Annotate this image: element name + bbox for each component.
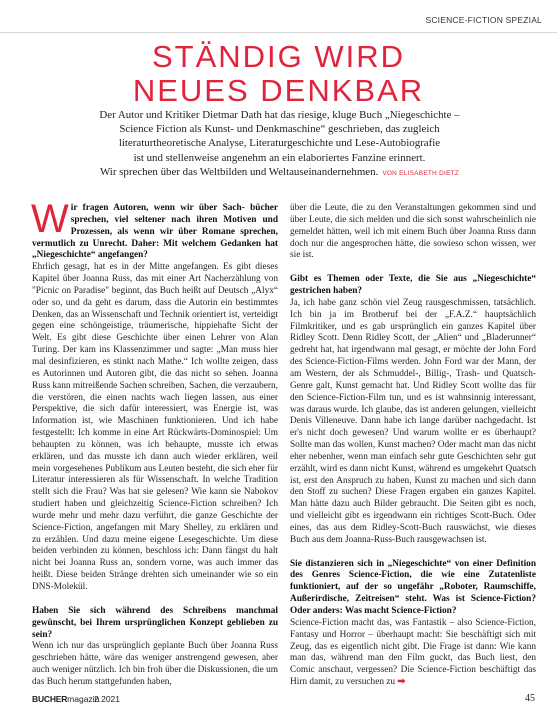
intro-line: Science Fiction als Kunst- und Denkmaschine“ geschrieben, das zugleich (119, 123, 440, 136)
question-4: Sie distanzieren sich in „Niegeschichte“ von einer Definition des Genres Science-Fiction, die wie eine Zutatenliste funktioniert, auf der so ungefähr „Roboter, Raumschiffe, Außerirdische, Zeitreisen“ steht. Was ist Science-Fiction? Oder anders: Was macht Science-Fiction? (290, 558, 536, 616)
intro-line: ist und stellenweise angenehm an ein elaboriertes Fanzine erinnert. (133, 151, 426, 164)
brand-bold: BUCHER (32, 694, 68, 704)
answer-2-continued: über die Leute, die zu den Veranstaltungen gekommen sind und über Leute, die sich melden und die sich sonst wahrscheinlich nie gemeldet hätten, weil ich mit einem Buch über Joanna Russ dann doch nur die angesprochen hätte, die sowieso schon wissen, wer sie ist. (290, 203, 536, 261)
question-1: ir fragen Autoren, wenn wir über Sach- bücher sprechen, viel seltener nach ihren Motiven und Prozessen, als wenn wir über Romane sprechen, vermutlich zu Unrecht. Daher: Mit welchem Gedanken hat „Niegeschichte“ angefangen? (32, 203, 278, 261)
intro-line: Der Autor und Kritiker Dietmar Dath hat das riesige, kluge Buch „Niegeschichte – (99, 109, 460, 121)
continue-arrow-icon: ➡ (397, 677, 406, 688)
section-label: SCIENCE-FICTION SPEZIAL (425, 15, 542, 25)
author-byline: VON ELISABETH DIETZ (382, 169, 460, 177)
answer-1: Ehrlich gesagt, hat es in der Mitte angefangen. Es gibt dieses Kapitel über Joanna Russ, das mit einer Art Nacherzählung von "Picnic on Paradise" beginnt, das Buch heißt auf Deutsch „Alyx“ oder so, und da geht es darum, dass die Autorin ein bestimmtes Denken, das an Wissenschaft und Technik orientiert ist, verteidigt gegen eine schöngeistige, träumerische, hippiehafte Sicht der Welt. Es gibt diese Geschichte über einen Lehrer von Alan Turing. Der kam ins Klassenzimmer und sagte: „Man muss hier mal desinfizieren, es stinkt nach Mathe.“ Ich wollte zeigen, dass es Autorinnen und Autoren gibt, die das nicht so sehen. Joanna Russ kann mitreißende Sachen schreiben, Sachen, die verzaubern, die verstören, die einen nachts wach liegen lassen, aus einer Perspektive, die sich dafür interessiert, was Energie ist, was Information ist, wie Maschinen funktionieren. Und ich habe festgestellt: Ich komme in eine Art Rückwärts-Dominospiel: Um behaupten zu können, was ich behaupte, musste ich etwas erklären, und das musste ich dann auch wieder erklären, weil mein vorgesehenes Publikum aus Leuten besteht, die sich eher für Literatur interessieren als für Wissenschaft. In welche Tradition stellt sich die Frau? Was hat sie gelesen? Wie kann sie Nabokov studiert haben und gleichzeitig Science-Fiction schreiben? Ich wurde mehr und mehr dazu verführt, die ganze Geschichte der Science-Fiction, angefangen mit Mary Shelley, zu erklären und zu erzählen. Und dazu meine eigene Lesegeschichte. Um diese beiden verbinden zu können, beschloss ich: Dann fängst du halt nicht bei Joanna Russ an, sondern vorne, was auch immer das heißt. Diese beiden Stränge drehten sich umeinander wie so ein DNS-Molekül. (32, 262, 278, 592)
article-intro (32, 108, 527, 181)
drop-cap: W (31, 197, 69, 241)
question-3: Gibt es Themen oder Texte, die Sie aus „Niegeschichte“ gestrichen haben? (290, 274, 536, 297)
answer-3: Ja, ich habe ganz schön viel Zeug rausgeschmissen, tatsächlich. Ich bin ja im Brotberuf bei der „F.A.Z.“ hauptsächlich Filmkritiker, und es gab ursprünglich ein ganzes Kapitel über Ridley Scott. Denn Ridley Scott, der „Alien“ und „Bladerunner“ gedreht hat, hat irgendwann mal gesagt, er möchte der John Ford des Science-Fiction-Films werden. John Ford war der Mann, der am Western, der als Schmuddel-, Billig-, Trash- und Quatsch-Genre galt, Kunst gemacht hat. Und Ridley Scott wollte das für den Science-Fiction-Film tun, und es ist wahnsinnig interessant, was daraus wurde. Ich glaube, das ist anderen gelungen, vielleicht Denis Villeneuve. Dann habe ich lange darüber nachgedacht. Ist er's nicht doch gewesen? Und warum wollte er es überhaupt? Sollte man das wollen, Kunst machen? Oder macht man das nicht eher nebenher, wenn man einfach sehr gute Geschichten sehr gut erzählt, wird es dann nicht Kunst, während es umgekehrt Quatsch ist, erst den Anspruch zu haben, Kunst zu machen und sich dann den Stoff zu suchen? Diese Fragen ergaben ein ganzes Kapitel. Man hätte dazu auch Bilder gebraucht. Die Seiten gibt es noch, und vielleicht gibt es irgendwann ein richtiges Scott-Buch. Oder eines, das aus dem Ridley-Scott-Buch rauswächst, wie dieses Buch aus dem Joanna-Russ-Buch rausgewachsen ist. (290, 297, 536, 545)
page-footer (32, 694, 535, 708)
issue-number: 2.2021 (94, 694, 120, 704)
answer-2: Wenn ich nur das ursprünglich geplante Buch über Joanna Russ geschrieben hätte, wäre das weniger anstrengend gewesen, aber auch weniger nützlich. Ich bin froh über die Diskussionen, die um das Buch herum stattgefunden haben, (32, 641, 278, 687)
title-line-2: NEUES DENKBAR (132, 73, 425, 108)
page-number: 45 (525, 693, 535, 704)
magazine-brand (32, 694, 99, 704)
intro-line (32, 165, 527, 181)
intro-line: literaturtheoretische Analyse, Literaturgeschichte und Lese-Autobiografie (118, 137, 441, 150)
header-divider (0, 32, 557, 33)
brand-light: magazin (67, 694, 100, 704)
title-line-1: STÄNDIG WIRD (151, 39, 406, 74)
answer-4: Science-Fiction macht das, was Fantastik – also Science-Fiction, Fantasy und Horror – überhaupt macht: Sie beschäftigt sich mit Zeug, das es eigentlich nicht gibt. Die Frage ist dann: Wie kann man das, während man den Film guckt, das Buch liest, den Comic anschaut, vergessen? Die Science-Fiction beschäftigt das Hirn damit, zu versuchen zu (290, 617, 536, 688)
question-2: Haben Sie sich während des Schreibens manchmal gewünscht, bei Ihrem ursprünglichen Konzept geblieben zu sein? (32, 605, 278, 640)
left-column (31, 197, 278, 689)
article-title (0, 40, 557, 108)
right-column (290, 203, 536, 689)
intro-line-text: Wir sprechen über das Weltbilden und Weltauseinandernehmen. (99, 165, 379, 178)
